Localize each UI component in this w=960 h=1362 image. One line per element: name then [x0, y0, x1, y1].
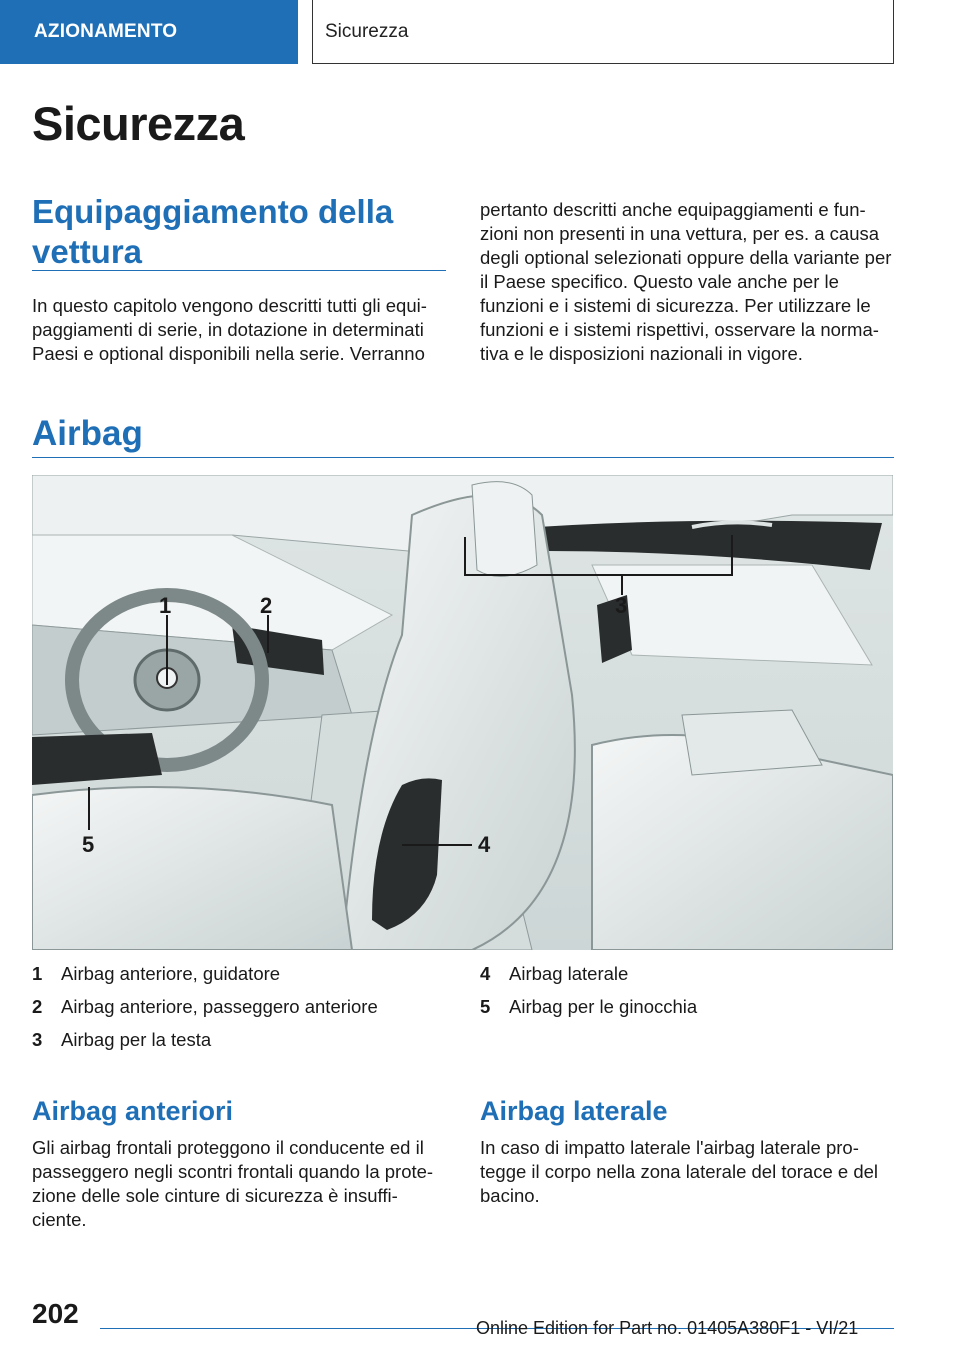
- legend-item: [32, 962, 452, 995]
- side-airbag-text: In caso di impatto laterale l'airbag laterale pro-tegge il corpo nella zona laterale del torace e del bacino.: [480, 1137, 879, 1206]
- legend-item: [480, 962, 900, 995]
- section-header: [312, 0, 894, 64]
- callout-number-3: 3: [615, 593, 628, 618]
- page-number: 202: [32, 1298, 79, 1329]
- equipment-text-left: In questo capitolo vengono descritti tutti gli equi-paggiamenti di serie, in dotazione in determinati Paesi e optional disponibili nella serie. Verranno: [32, 295, 427, 364]
- callout-number-1: 1: [159, 593, 172, 618]
- chapter-tab: [0, 0, 298, 64]
- airbag-title-rule: [32, 457, 894, 458]
- legend-text: Airbag anteriore, passeggero anteriore: [61, 996, 378, 1017]
- callout-number-4: 4: [478, 832, 491, 857]
- callout-number-5: 5: [82, 832, 95, 857]
- side-airbag-title: Airbag laterale: [480, 1096, 668, 1126]
- footer-edition: Online Edition for Part no. 01405A380F1 - VI/21: [476, 1318, 859, 1338]
- callout-number-2: 2: [260, 593, 273, 618]
- legend-text: Airbag per le ginocchia: [509, 996, 698, 1017]
- page-title: Sicurezza: [32, 97, 245, 150]
- airbag-title: Airbag: [32, 414, 143, 453]
- legend-text: Airbag laterale: [509, 963, 629, 984]
- legend-item: [32, 995, 452, 1028]
- front-airbags-text: Gli airbag frontali proteggono il conducente ed il passeggero negli scontri frontali quando la prote-zione delle sole cinture di sicurezza è insuffi-ciente.: [32, 1137, 434, 1230]
- equipment-text-right: pertanto descritti anche equipaggiamenti e fun-zioni non presenti in una vettura, per es. a causa degli optional selezionati oppure della variante per il Paese specifico. Questo vale anche per le funzioni e i sistemi di sicurezza. Per utilizzare le funzioni e i sistemi rispettivi, osservare la norma-tiva e le disposizioni nazionali in vigore.: [480, 199, 892, 364]
- equipment-title-rule: [32, 270, 446, 271]
- front-airbags-title: Airbag anteriori: [32, 1096, 234, 1126]
- legend-item: [32, 1028, 452, 1061]
- legend-number: 4: [480, 963, 491, 984]
- legend-text: Airbag anteriore, guidatore: [61, 963, 281, 984]
- legend-number: 1: [32, 963, 43, 984]
- legend-left: [32, 962, 452, 1061]
- legend-number: 5: [480, 996, 491, 1017]
- legend-text: Airbag per la testa: [61, 1029, 212, 1050]
- section-label: Sicurezza: [325, 20, 409, 42]
- legend-number: 2: [32, 996, 43, 1017]
- chapter-label: AZIONAMENTO: [34, 21, 178, 42]
- legend-item: [480, 995, 900, 1028]
- legend-number: 3: [32, 1029, 43, 1050]
- airbag-figure: [32, 475, 893, 950]
- legend-right: [480, 962, 900, 1028]
- equipment-title: Equipaggiamento della vettura: [32, 193, 394, 270]
- car-interior-illustration: [32, 475, 893, 950]
